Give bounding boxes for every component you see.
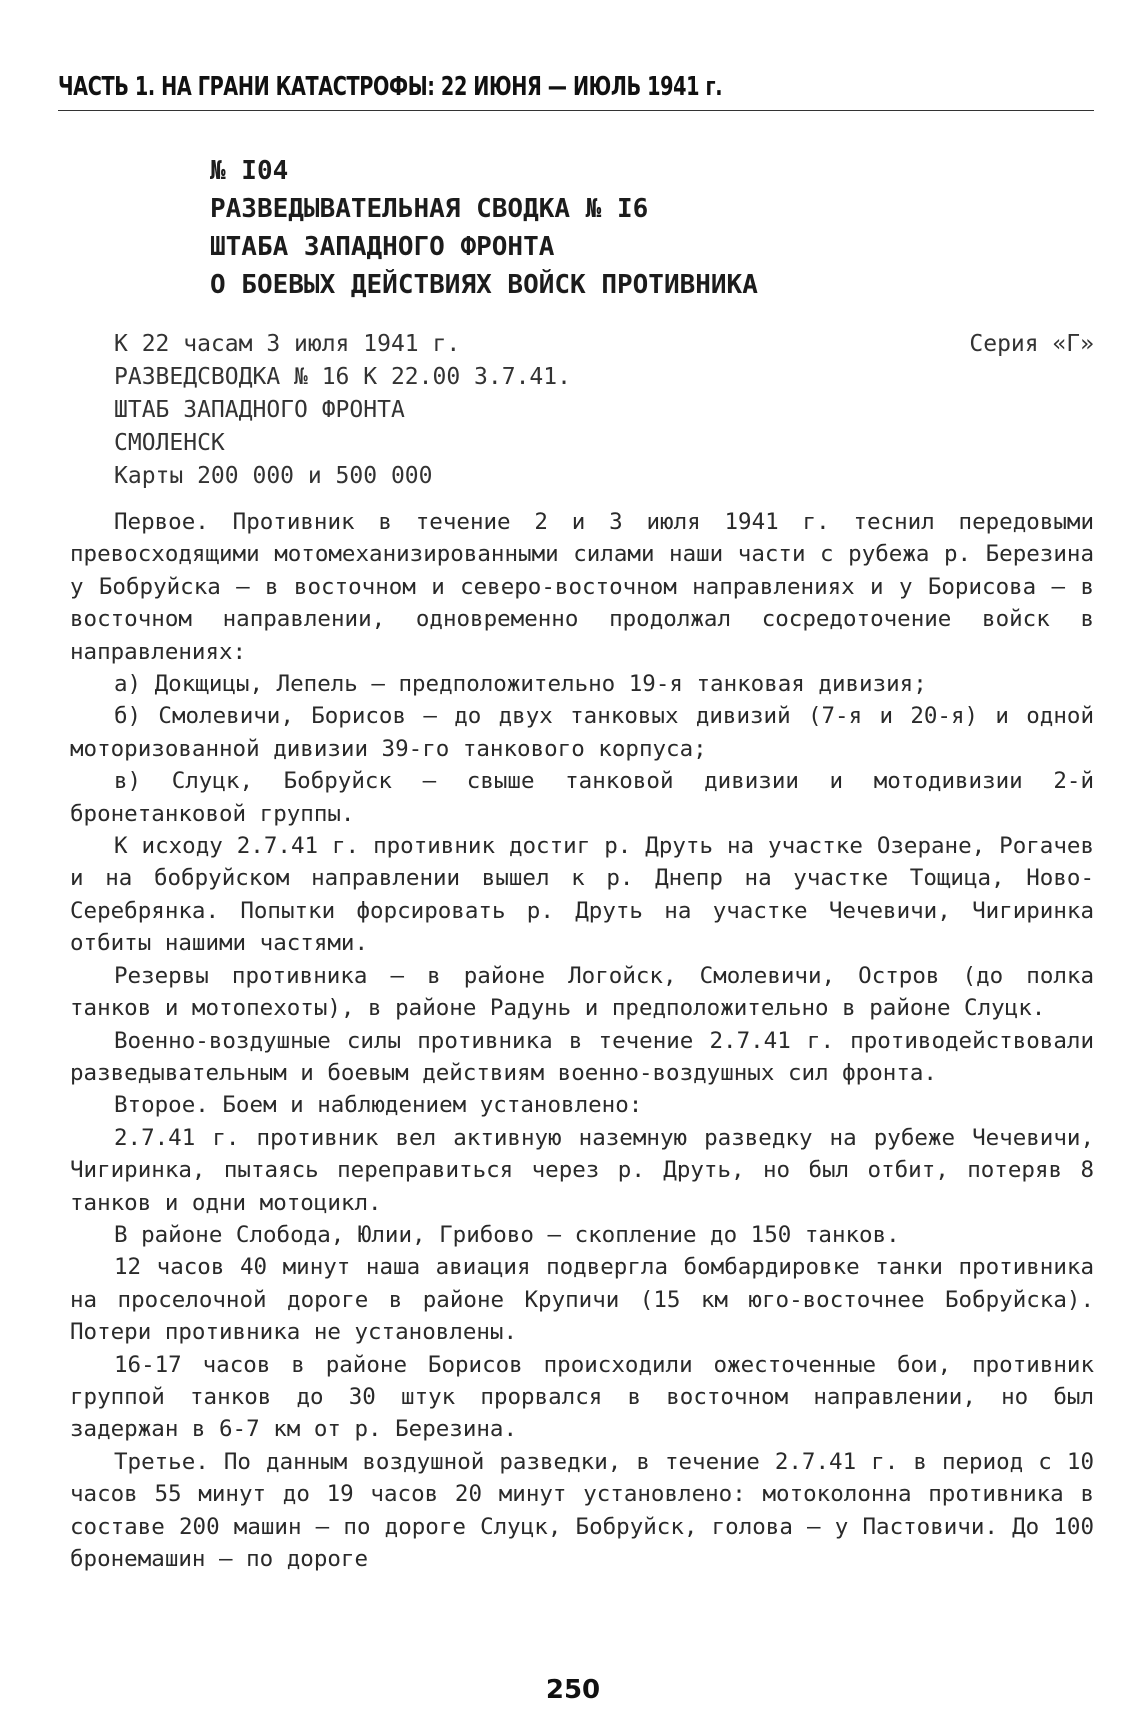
report-hq: ШТАБ ЗАПАДНОГО ФРОНТА <box>114 397 405 423</box>
document-number: № I04 <box>210 156 289 186</box>
series-label: Серия «Г» <box>969 331 1094 357</box>
paragraph: Резервы противника – в районе Логойск, Смолевичи, Остров (до полка танков и мотопехоты), в районе Радунь и предположительно в районе Слуцк. <box>70 962 1094 1022</box>
paragraph: 12 часов 40 минут наша авиация подвергла бомбардировке танки противника на проселочной дороге в районе Крупичи (15 км юго-восточнее Бобруйска). Потери противника не установлены. <box>70 1254 1094 1346</box>
running-head: ЧАСТЬ 1. НА ГРАНИ КАТАСТРОФЫ: 22 ИЮНЯ — ИЮЛЬ 1941 г. <box>58 72 723 102</box>
paragraph: Третье. По данным воздушной разведки, в течение 2.7.41 г. в период с 10 часов 55 минут до 19 часов 20 минут установлено: мотоколонна противника в составе 200 машин – по дороге Слуцк, Бобруйск, голова – у Пастовичи. До 100 бронемашин – по дороге <box>70 1448 1094 1572</box>
document-title <box>210 152 758 304</box>
title-line-3: О БОЕВЫХ ДЕЙСТВИЯХ ВОЙСК ПРОТИВНИКА <box>210 270 758 300</box>
report-id: РАЗВЕДСВОДКА № 16 К 22.00 3.7.41. <box>114 364 571 390</box>
paragraph: 16-17 часов в районе Борисов происходили ожесточенные бои, противник группой танков до 30 штук прорвался в восточном направлении, но был задержан в 6-7 км от р. Березина. <box>70 1351 1094 1443</box>
paragraph: Военно-воздушные силы противника в течение 2.7.41 г. противодействовали разведывательным и боевым действиям военно-воздушных сил фронта. <box>70 1027 1094 1086</box>
title-line-2: ШТАБА ЗАПАДНОГО ФРОНТА <box>210 232 555 262</box>
report-header <box>114 328 1094 493</box>
header-rule <box>58 110 1094 111</box>
paragraph: а) Докщицы, Лепель – предположительно 19-я танковая дивизия; <box>114 671 927 698</box>
paragraph: К исходу 2.7.41 г. противник достиг р. Друть на участке Озеране, Рогачев и на бобруйском направлении вышел к р. Днепр на участке Тощица, Ново-Серебрянка. Попытки форсировать р. Друть на участке Чечевичи, Чигиринка отбиты нашими частями. <box>70 833 1094 957</box>
paragraph: Первое. Противник в течение 2 и 3 июля 1941 г. теснил передовыми превосходящими мотомеханизированными силами наши части с рубежа р. Березина у Бобруйска – в восточном и северо-восточном направлениях и у Борисова – в восточном направлении, одновременно продолжал сосредоточение войск в направлениях: <box>70 509 1094 665</box>
paragraph: б) Смолевичи, Борисов – до двух танковых дивизий (7-я и 20-я) и одной моторизованной дивизии 39-го танкового корпуса; <box>70 703 1094 762</box>
page-number: 250 <box>545 1675 601 1705</box>
title-line-1: РАЗВЕДЫВАТЕЛЬНАЯ СВОДКА № I6 <box>210 194 649 224</box>
report-city: СМОЛЕНСК <box>114 430 225 456</box>
report-body <box>70 506 1094 1575</box>
paragraph: Второе. Боем и наблюдением установлено: <box>114 1092 643 1119</box>
report-maps: Карты 200 000 и 500 000 <box>114 463 433 489</box>
paragraph: в) Слуцк, Бобруйск – свыше танковой дивизии и мотодивизии 2-й бронетанковой группы. <box>70 768 1094 827</box>
paragraph: В районе Слобода, Юлии, Грибово – скопление до 150 танков. <box>114 1221 900 1248</box>
paragraph: 2.7.41 г. противник вел активную наземную разведку на рубеже Чечевичи, Чигиринка, пытаясь переправиться через р. Друть, но был отбит, потеряв 8 танков и одни мотоцикл. <box>70 1124 1094 1216</box>
report-time: К 22 часам 3 июля 1941 г. <box>114 331 461 357</box>
